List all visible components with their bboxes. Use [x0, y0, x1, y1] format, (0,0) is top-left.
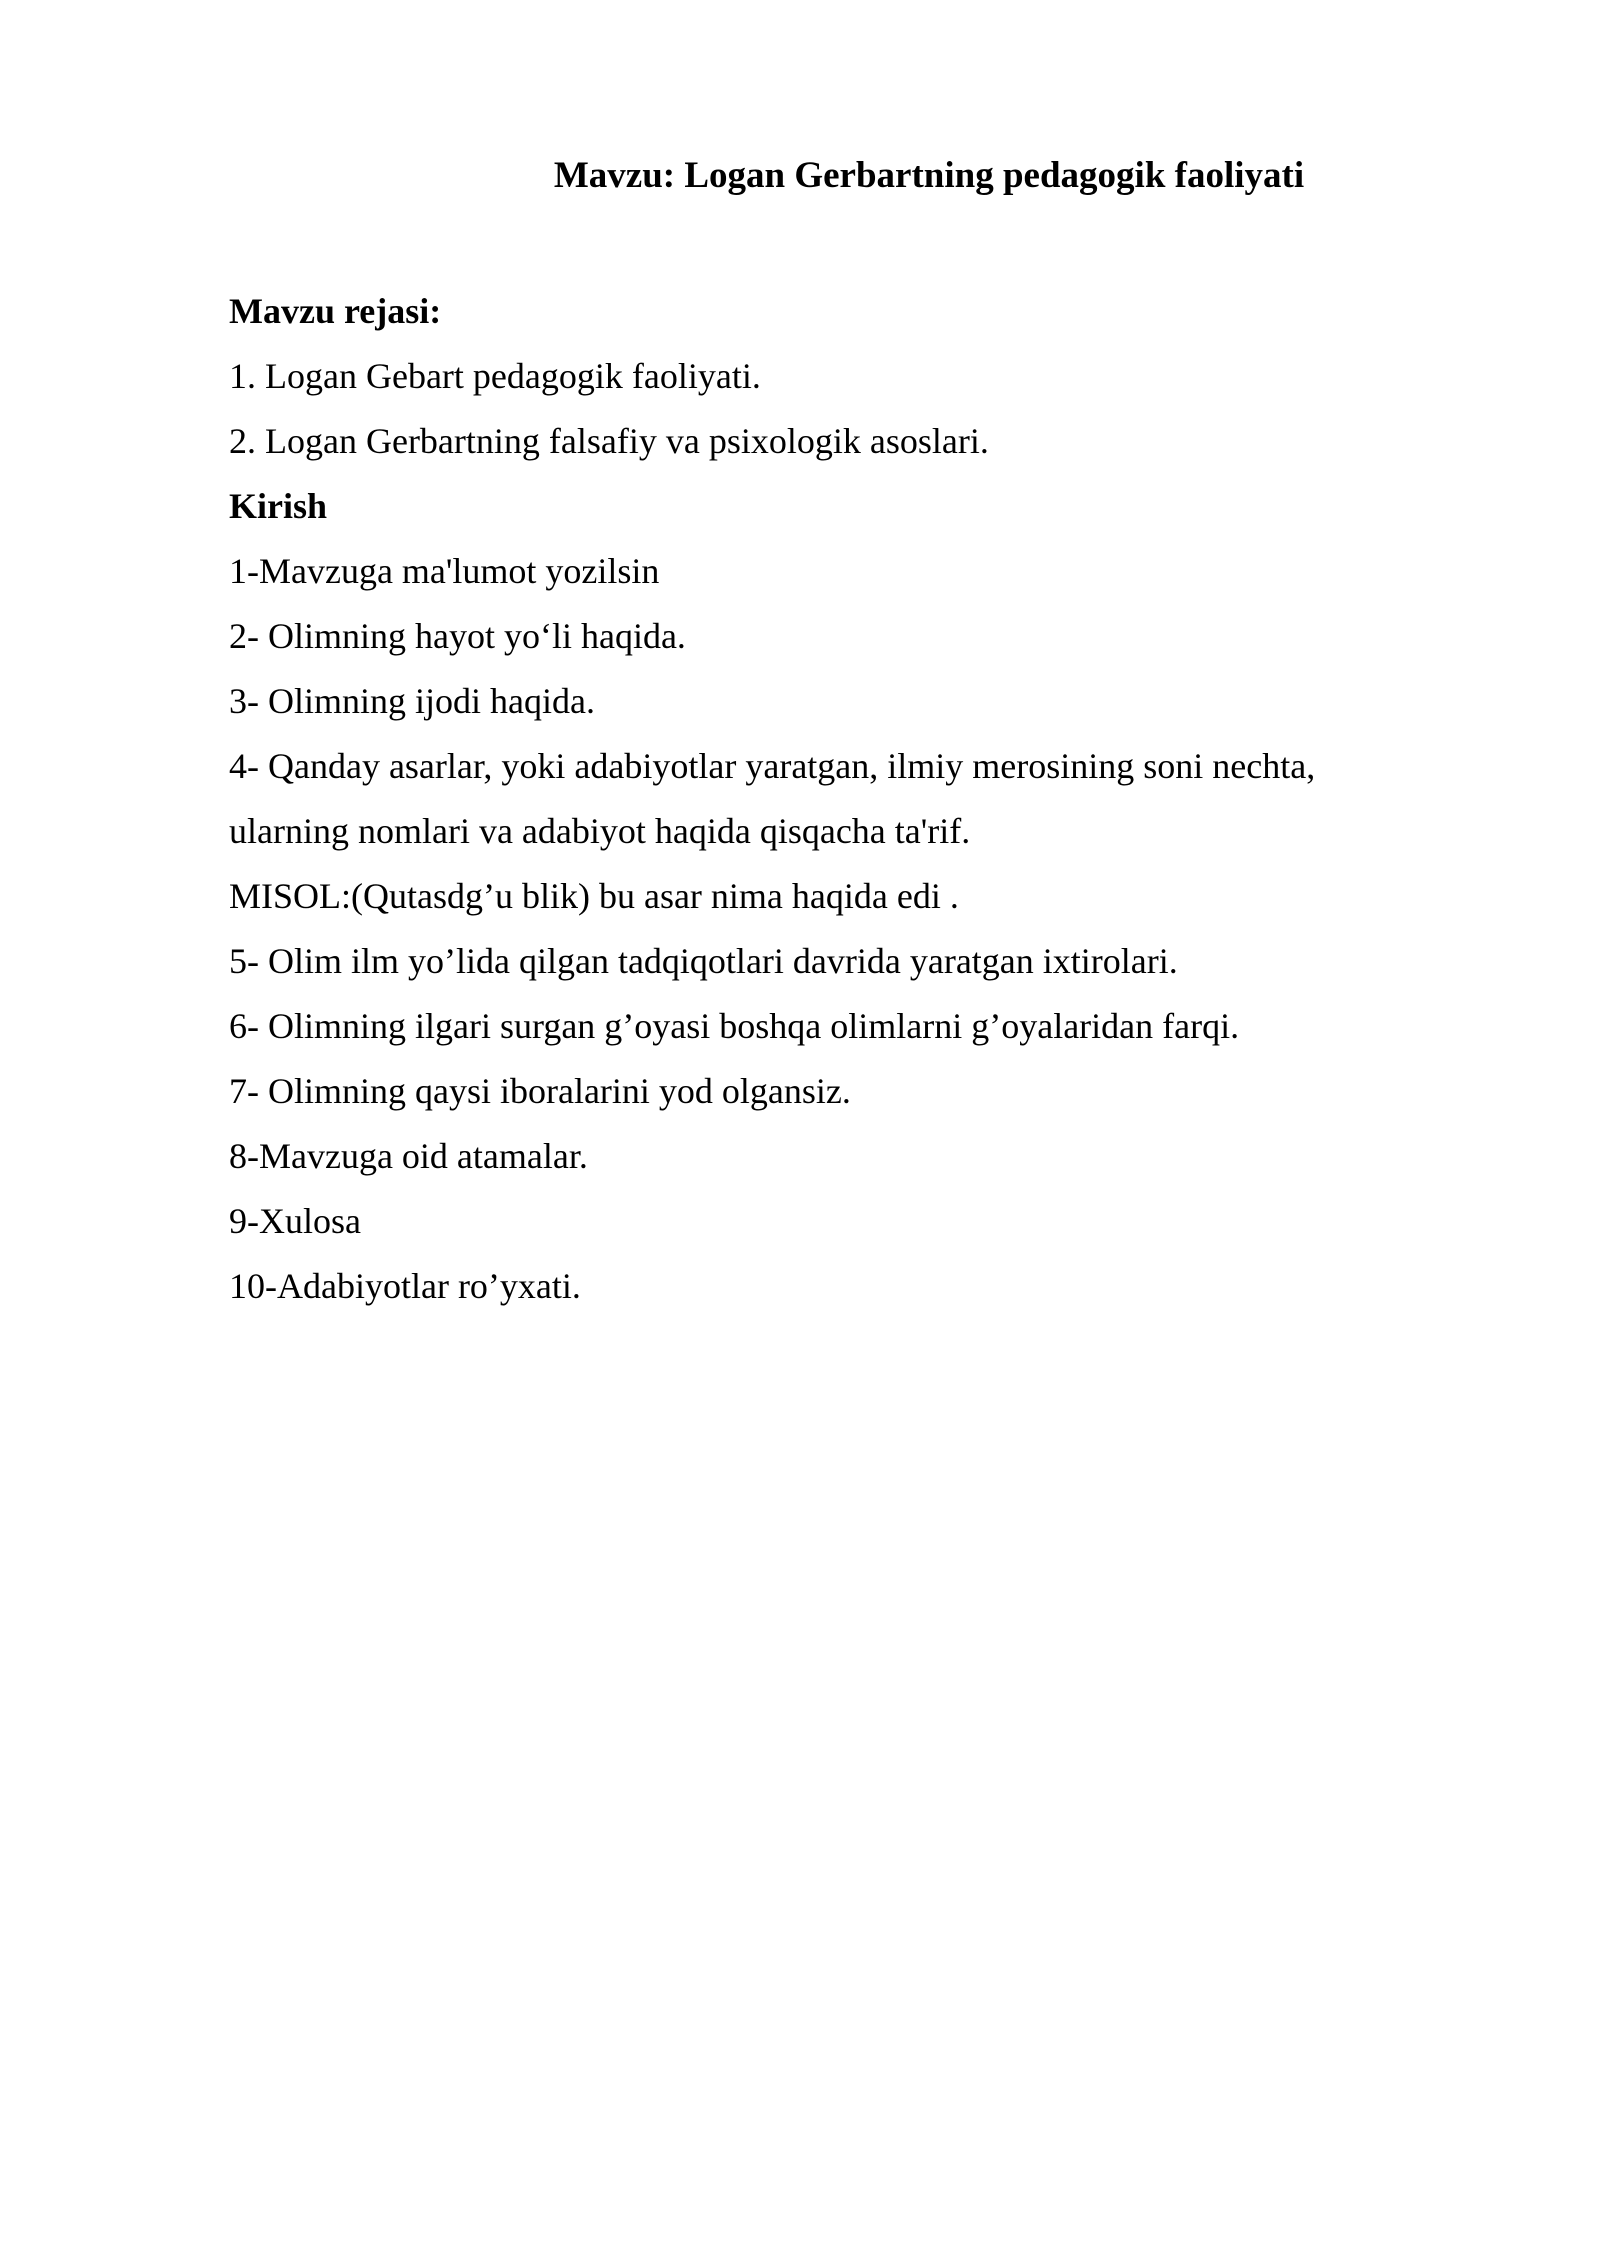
- intro-line: 6- Olimning ilgari surgan g’oyasi boshqa olimlarni g’oyalaridan farqi.: [229, 1006, 1240, 1046]
- intro-line: 2- Olimning hayot yo‘li haqida.: [229, 616, 686, 656]
- intro-line: 4- Qanday asarlar, yoki adabiyotlar yaratgan, ilmiy merosining soni nechta,: [229, 746, 1316, 786]
- intro-heading: Kirish: [229, 486, 328, 526]
- intro-line: 9-Xulosa: [229, 1201, 361, 1241]
- document-title: Mavzu: Logan Gerbartning pedagogik faoliyati: [553, 155, 1305, 196]
- intro-line: 5- Olim ilm yo’lida qilgan tadqiqotlari davrida yaratgan ixtirolari.: [229, 941, 1178, 981]
- plan-heading: Mavzu rejasi:: [229, 291, 442, 331]
- intro-line: 10-Adabiyotlar ro’yxati.: [229, 1266, 581, 1306]
- intro-line: ularning nomlari va adabiyot haqida qisqacha ta'rif.: [229, 811, 971, 851]
- plan-item: 2. Logan Gerbartning falsafiy va psixologik asoslari.: [229, 421, 989, 461]
- plan-item: 1. Logan Gebart pedagogik faoliyati.: [229, 356, 761, 396]
- intro-line: 3- Olimning ijodi haqida.: [229, 681, 595, 721]
- intro-line: 8-Mavzuga oid atamalar.: [229, 1136, 588, 1176]
- document-body: [229, 279, 1389, 1319]
- intro-line: 7- Olimning qaysi iboralarini yod olgansiz.: [229, 1071, 851, 1111]
- intro-line: 1-Mavzuga ma'lumot yozilsin: [229, 551, 660, 591]
- intro-line: MISOL:(Qutasdg’u blik) bu asar nima haqida edi .: [229, 876, 959, 916]
